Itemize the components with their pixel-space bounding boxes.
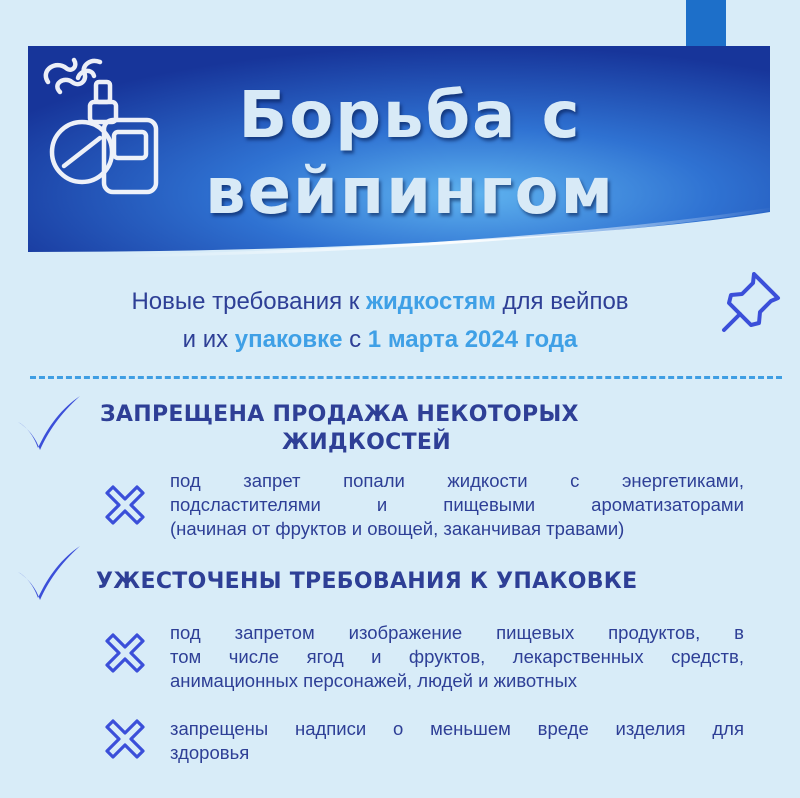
subtitle-text: для вейпов — [495, 288, 629, 315]
item-text-line: (начиная от фруктов и овощей, заканчивая травами) — [170, 518, 625, 539]
cross-icon — [104, 632, 146, 674]
subtitle-highlight-packaging: упаковке — [234, 326, 343, 353]
section-2-heading: УЖЕСТОЧЕНЫ ТРЕБОВАНИЯ К УПАКОВКЕ — [96, 569, 638, 594]
item-text-line: запрещены надписи о меньшем вреде изделия для — [170, 718, 744, 739]
checkmark-icon — [14, 392, 84, 454]
subtitle-line-2 — [10, 326, 750, 355]
page-title-line-2: вейпингом — [205, 155, 615, 229]
pushpin-icon — [716, 268, 786, 334]
section-2-item-2 — [170, 717, 744, 765]
subtitle-line-1 — [10, 288, 750, 317]
subtitle-text: Новые требования к — [131, 288, 366, 315]
item-text-line: анимационных персонажей, людей и животных — [170, 670, 578, 691]
item-text-line: том числе ягод и фруктов, лекарственных средств, — [170, 646, 744, 667]
subtitle-text: с — [342, 326, 368, 353]
item-text-line: здоровья — [170, 742, 250, 763]
item-text-line: подсластителями и пищевыми ароматизаторами — [170, 494, 744, 515]
item-text-line: под запретом изображение пищевых продуктов, в — [170, 622, 744, 643]
subtitle-highlight-liquids: жидкостям — [365, 288, 496, 315]
checkmark-icon — [14, 542, 84, 604]
subtitle-text: и их — [182, 326, 235, 353]
item-text-line: под запрет попали жидкости с энергетиками, — [170, 470, 744, 491]
section-1-heading-line-2: ЖИДКОСТЕЙ — [282, 430, 451, 455]
dashed-divider — [30, 376, 782, 379]
section-1-heading-line-1: ЗАПРЕЩЕНА ПРОДАЖА НЕКОТОРЫХ — [100, 402, 579, 427]
cross-icon — [104, 484, 146, 526]
cross-icon — [104, 718, 146, 760]
subtitle-highlight-date: 1 марта 2024 года — [367, 326, 578, 353]
page-title-line-1: Борьба с — [238, 79, 582, 153]
section-2-item-1 — [170, 621, 744, 693]
section-1-item-1 — [170, 469, 744, 541]
